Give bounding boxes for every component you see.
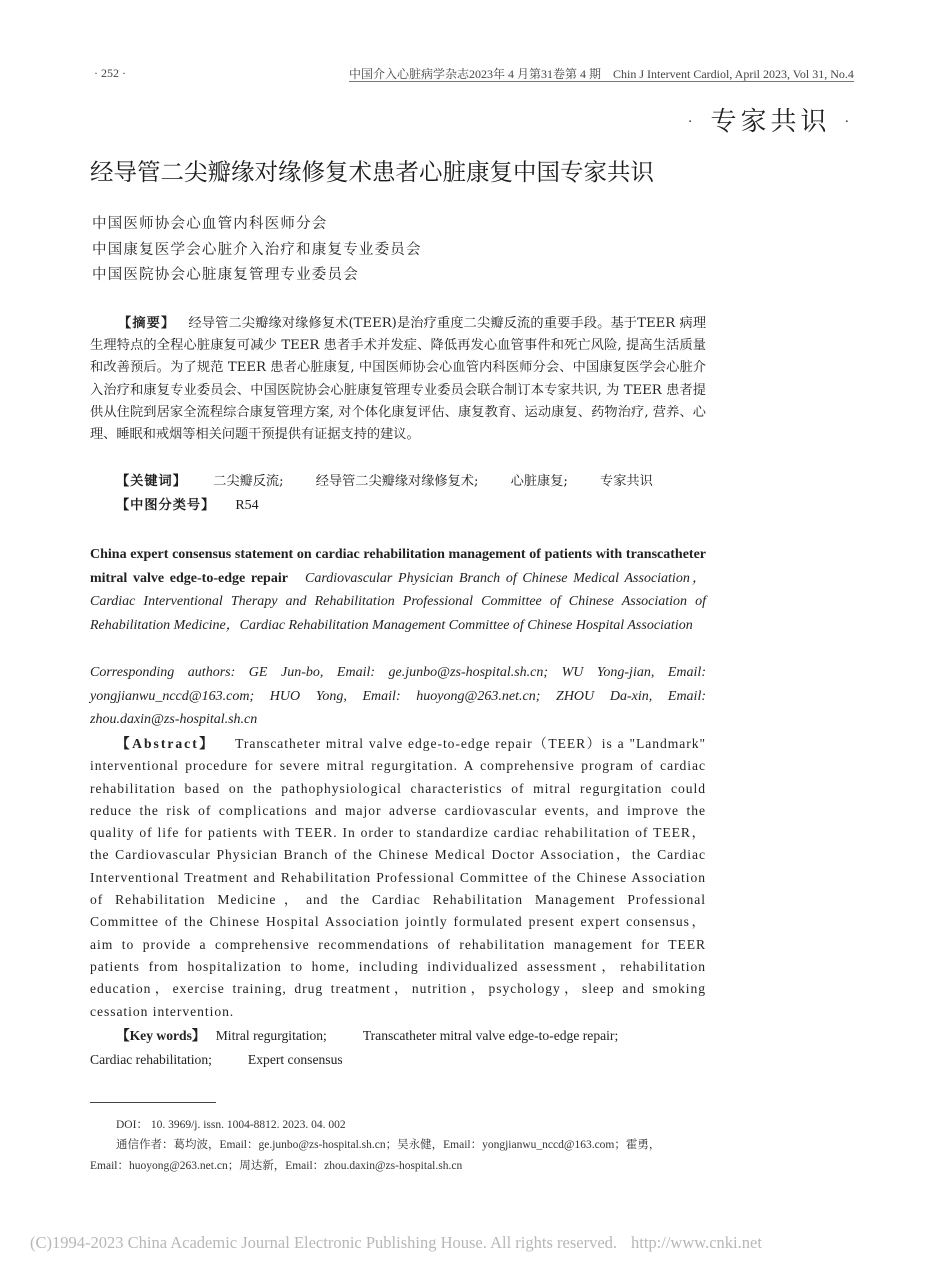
author-org: 中国康复医学会心脏介入治疗和康复专业委员会 [92, 241, 422, 258]
keyword-cn: 专家共识 [600, 474, 653, 489]
keyword-en: Expert consensus [247, 1052, 343, 1067]
author-org: 中国医师协会心血管内科医师分会 [92, 216, 328, 232]
keyword-en: Transcatheter mitral valve edge-to-edge repair; [362, 1028, 619, 1043]
keywords-en-label: 【Key words】 [116, 1028, 206, 1043]
clc-label: 【中图分类号】 [116, 498, 216, 513]
keyword-cn: 心脏康复; [510, 474, 568, 489]
page-number: · 252 · [94, 66, 126, 80]
footnote-line: 通信作者：葛均波，Email：ge.junbo@zs-hospital.sh.cn；吴永健，Email：yongjianwu_nccd@163.com；霍勇， [116, 1139, 661, 1151]
running-head: 中国介入心脏病学杂志2023年 4 月第31卷第 4 期 Chin J Intervent Cardiol, April 2023, Vol 31, No.4 [349, 67, 854, 81]
keyword-cn: 二尖瓣反流; [213, 474, 284, 489]
copyright-text: (C)1994-2023 China Academic Journal Electronic Publishing House. All rights reserved. [30, 1233, 618, 1252]
keyword-en: Cardiac rehabilitation; [90, 1052, 212, 1067]
article-title-cn: 经导管二尖瓣缘对缘修复术患者心脏康复中国专家共识 [90, 158, 654, 186]
section-label: · 专家共识 · [685, 107, 855, 137]
keywords-cn-label: 【关键词】 [116, 474, 187, 489]
abstract-en-text: Transcatheter mitral valve edge-to-edge repair（TEER）is a "Landmark" interventional procedure for severe mitral regurgitation. A comprehensive program of cardiac rehabilitation based on the pathophysiological characteristics of mitral regurgitation could reduce the risk of complications and major adverse cardiovascular events, and improve the quality of life for patients with TEER. In order to standardize cardiac rehabilitation of TEER，the Cardiovascular Physician Branch of the Chinese Medical Doctor Association，the Cardiac Interventional Treatment and Rehabilitation Professional Committee of the Chinese Association of Rehabilitation Medicine，and the Cardiac Rehabilitation Management Professional Committee of the Chinese Hospital Association jointly formulated present expert consensus，aim to provide a comprehensive recommendations of rehabilitation management for TEER patients from hospitalization to home, including individualized assessment，rehabilitation education，exercise training, drug treatment，nutrition，psychology，sleep and smoking cessation intervention. [90, 736, 706, 1019]
abstract-en [90, 733, 706, 1023]
title-en-text: China expert consensus statement on cardiac rehabilitation management of patients with transcatheter mitral valve edge-to-edge repair [90, 547, 706, 586]
footnote-line: Email：huoyong@263.net.cn；周达新，Email：zhou.daxin@zs-hospital.sh.cn [90, 1159, 463, 1172]
copyright-watermark [30, 1233, 762, 1253]
clc-value: R54 [235, 498, 259, 513]
author-list-cn [92, 212, 422, 289]
affiliations-en: Cardiovascular Physician Branch of Chinese Medical Association，Cardiac Interventional Therapy and Rehabilitation Professional Committee of Chinese Association of Rehabilitation Medicine，Cardiac Rehabilitation Management Committee of Chinese Hospital Association [90, 570, 707, 634]
header-rule [349, 81, 854, 82]
cnki-link[interactable]: http://www.cnki.net [631, 1233, 762, 1252]
corresponding-footnote-cn [90, 1135, 710, 1176]
keyword-en: Mitral regurgitation; [215, 1028, 327, 1043]
clc-number [116, 494, 259, 514]
author-org: 中国医院协会心脏康复管理专业委员会 [92, 267, 359, 283]
keywords-en [90, 1024, 706, 1072]
article-title-en [90, 543, 706, 638]
doi-footnote: DOI： 10. 3969/j. issn. 1004-8812. 2023. 04. 002 [116, 1119, 346, 1131]
abstract-cn-text: 经导管二尖瓣缘对缘修复术(TEER)是治疗重度二尖瓣反流的重要手段。基于TEER 病理生理特点的全程心脏康复可减少 TEER 患者手术并发症、降低再发心血管事件和死亡风险, 提高生活质量和改善预后。为了规范 TEER 患者心脏康复, 中国医师协会心血管内科医师分会、中国康复医学会心脏介入治疗和康复专业委员会、中国医院协会心脏康复管理专业委员会联合制订本专家共识, 为 TEER 患者提供从住院到居家全流程综合康复管理方案, 对个体化康复评估、康复教育、运动康复、药物治疗, 营养、心理、睡眠和戒烟等相关问题干预提供有证据支持的建议。 [90, 316, 707, 443]
abstract-en-label: 【Abstract】 [116, 736, 216, 751]
abstract-cn-label: 【摘要】 [118, 316, 176, 331]
footnote-rule [90, 1102, 216, 1103]
keyword-cn: 经导管二尖瓣缘对缘修复术; [315, 474, 479, 489]
keywords-cn [116, 470, 659, 489]
corresponding-authors-en: Corresponding authors: GE Jun-bo, Email: ge.junbo@zs-hospital.sh.cn; WU Yong-jian, Email: yongjianwu_nccd@163.com; HUO Yong, Email: huoyong@263.net.cn; ZHOU Da-xin, Email: zhou.daxin@zs-hospital.sh.cn [90, 665, 706, 728]
abstract-cn [90, 313, 706, 446]
